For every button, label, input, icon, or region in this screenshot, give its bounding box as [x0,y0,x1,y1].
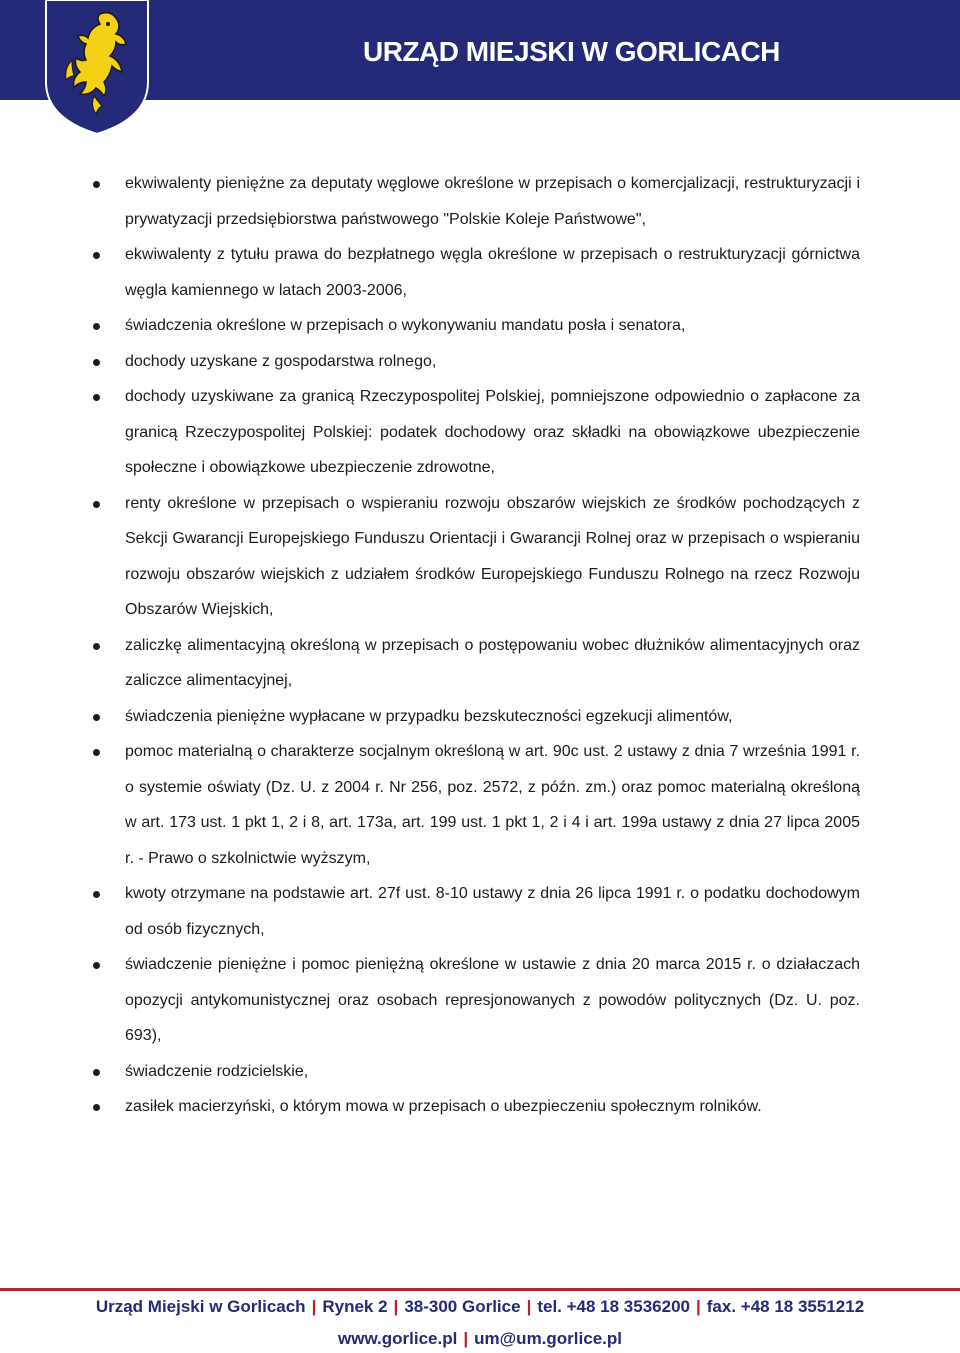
bullet-icon [93,181,100,188]
header-title: URZĄD MIEJSKI W GORLICACH [363,36,780,67]
list-item [90,308,860,344]
bullet-icon [93,323,100,330]
list-item [90,734,860,876]
footer-city: 38-300 Gorlice [404,1297,521,1316]
footer-fax: fax. +48 18 3551212 [706,1297,865,1316]
list-item-text: renty określone w przepisach o wspieraniu rozwoju obszarów wiejskich ze środków pochodzących z Sekcji Gwarancji Europejskiego Funduszu Orientacji i Gwarancji Rolnej oraz w przepisach o wspieraniu rozwoju obszarów wiejskich z udziałem środków Europejskiego Funduszu Rolnego na rzecz Rozwoju Obszarów Wiejskich, [125,494,860,618]
bullet-icon [93,643,100,650]
bullet-icon [93,962,100,969]
list-item [90,166,860,237]
list-item-text: ekwiwalenty pieniężne za deputaty węglowe określone w przepisach o komercjalizacji, restrukturyzacji i prywatyzacji przedsiębiorstwa państwowego "Polskie Koleje Państwowe", [125,175,860,228]
bullet-icon [93,252,100,259]
footer-divider [0,1288,960,1291]
footer-street: Rynek 2 [322,1297,388,1316]
list-item-text: świadczenie rodzicielskie, [125,1062,309,1080]
list-item [90,344,860,380]
footer-separator: | [311,1297,317,1316]
bullet-icon [93,1069,100,1076]
list-item [90,379,860,486]
list-item [90,1054,860,1090]
list-item-text: dochody uzyskiwane za granicą Rzeczypospolitej Polskiej, pomniejszone odpowiednio o zapłacone za granicą Rzeczypospolitej Polskiej: podatek dochodowy oraz składki na obowiązkowe ubezpieczenie społeczne i obowiązkowe ubezpieczenie zdrowotne, [125,388,860,476]
gorlice-crest-icon [42,0,152,134]
list-item-text: świadczenie pieniężne i pomoc pieniężną określone w ustawie z dnia 20 marca 2015 r. o działaczach opozycji antykomunistycznej oraz osobach represjonowanych z powodów politycznych (Dz. U. poz. 693), [125,956,860,1044]
list-item-text: kwoty otrzymane na podstawie art. 27f ust. 8-10 ustawy z dnia 26 lipca 1991 r. o podatku dochodowym od osób fizycznych, [125,885,860,938]
bullet-icon [93,749,100,756]
bullet-icon [93,394,100,401]
list-item-text: dochody uzyskane z gospodarstwa rolnego, [125,352,437,370]
footer-separator: | [696,1297,701,1316]
bullet-icon [93,714,100,721]
bullet-icon [93,359,100,366]
footer-email-link[interactable]: um@um.gorlice.pl [474,1329,622,1348]
list-item [90,699,860,735]
income-list [90,166,860,1125]
footer-separator: | [526,1297,532,1316]
list-item-text: świadczenia pieniężne wypłacane w przypadku bezskuteczności egzekucji alimentów, [125,707,733,725]
footer-separator: | [393,1297,399,1316]
list-item-text: zaliczkę alimentacyjną określoną w przepisach o postępowaniu wobec dłużników alimentacyjnych oraz zaliczce alimentacyjnej, [125,636,860,689]
footer-phone: tel. +48 18 3536200 [537,1297,690,1316]
list-item-text: zasiłek macierzyński, o którym mowa w przepisach o ubezpieczeniu społecznym rolników. [125,1098,762,1115]
footer-web-line [0,1329,960,1349]
footer-contact-line [0,1297,960,1317]
list-item-text: świadczenia określone w przepisach o wykonywaniu mandatu posła i senatora, [125,317,686,334]
bullet-icon [93,1104,100,1111]
footer-office-name: Urząd Miejski w Gorlicach [95,1297,306,1316]
bullet-icon [93,891,100,898]
list-item [90,1089,860,1125]
list-item-text: pomoc materialną o charakterze socjalnym określoną w art. 90c ust. 2 ustawy z dnia 7 września 1991 r. o systemie oświaty (Dz. U. z 2004 r. Nr 256, poz. 2572, z późn. zm.) oraz pomoc materialną określoną w art. 173 ust. 1 pkt 1, 2 i 8, art. 173a, art. 199 ust. 1 pkt 1, 2 i 4 i art. 199a ustawy z dnia 27 lipca 2005 r. - Prawo o szkolnictwie wyższym, [125,743,860,867]
list-item [90,237,860,308]
list-item-text: ekwiwalenty z tytułu prawa do bezpłatnego węgla określone w przepisach o restrukturyzacji górnictwa węgla kamiennego w latach 2003-2006, [125,246,860,299]
footer-separator: | [463,1329,469,1348]
list-item [90,486,860,628]
footer-website-link[interactable]: www.gorlice.pl [338,1329,458,1348]
list-item [90,628,860,699]
list-item [90,876,860,947]
list-item [90,947,860,1054]
bullet-icon [93,501,100,508]
